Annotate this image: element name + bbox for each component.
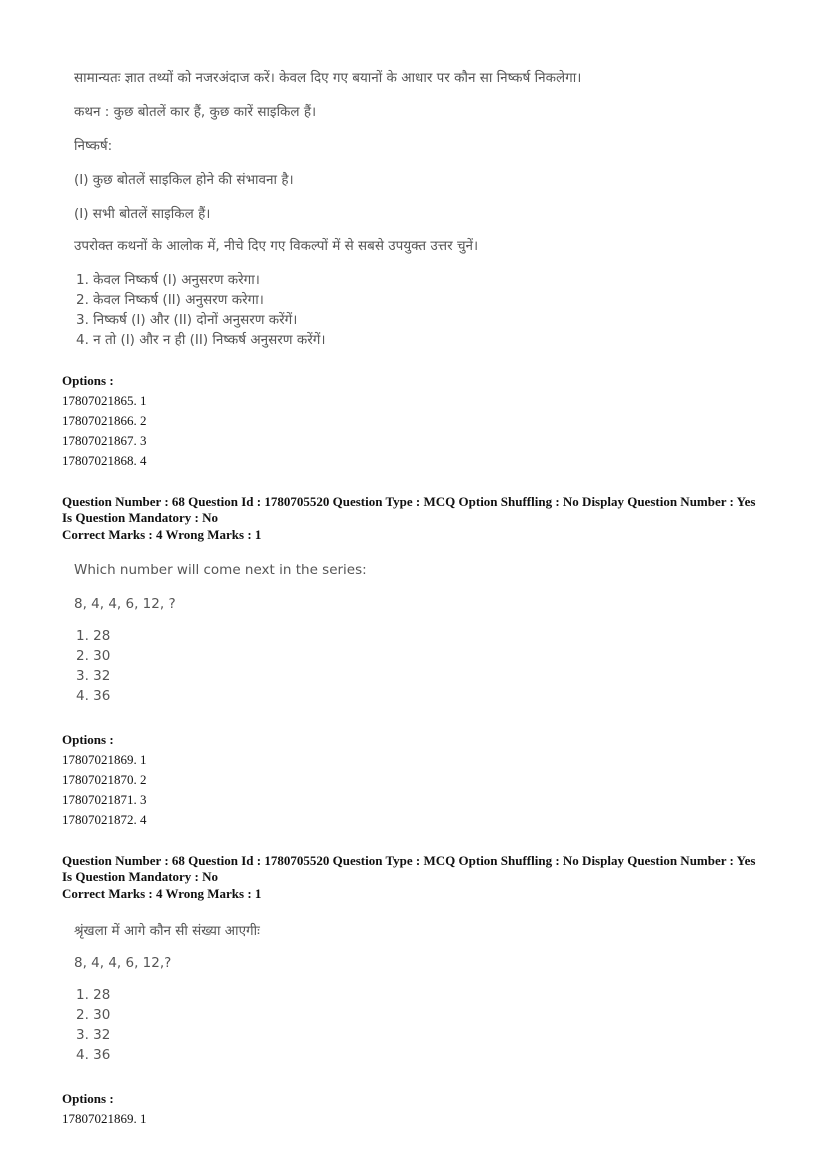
choice-2: 2. 30 bbox=[76, 648, 111, 664]
option-id-3: 17807021871. 3 bbox=[62, 792, 147, 807]
choice-2: 2. केवल निष्कर्ष (II) अनुसरण करेगा। bbox=[76, 292, 264, 308]
option-id-1: 17807021865. 1 bbox=[62, 393, 147, 408]
option-id-1: 17807021869. 1 bbox=[62, 752, 147, 767]
question-marks-line: Correct Marks : 4 Wrong Marks : 1 bbox=[62, 527, 262, 542]
option-id-4: 17807021872. 4 bbox=[62, 812, 147, 827]
conclusion-2: (I) सभी बोतलें साइकिल हैं। bbox=[74, 206, 211, 222]
choice-3: 3. 32 bbox=[76, 668, 111, 684]
conclusions-label: निष्कर्ष: bbox=[74, 138, 113, 154]
options-label: Options : bbox=[62, 1091, 114, 1106]
option-id-2: 17807021866. 2 bbox=[62, 413, 147, 428]
conclusion-1: (I) कुछ बोतलें साइकिल होने की संभावना है। bbox=[74, 172, 294, 188]
question-meta-line: Question Number : 68 Question Id : 1780705520 Question Type : MCQ Option Shuffling : No Display Question Number : Yes bbox=[62, 853, 756, 868]
question-mandatory-line: Is Question Mandatory : No bbox=[62, 869, 219, 884]
question-text: Which number will come next in the series: bbox=[74, 562, 367, 578]
option-id-3: 17807021867. 3 bbox=[62, 433, 147, 448]
choice-1: 1. 28 bbox=[76, 628, 111, 644]
choice-1: 1. केवल निष्कर्ष (I) अनुसरण करेगा। bbox=[76, 272, 260, 288]
choice-1: 1. 28 bbox=[76, 987, 111, 1003]
question-mandatory-line: Is Question Mandatory : No bbox=[62, 510, 219, 525]
prompt-text: उपरोक्त कथनों के आलोक में, नीचे दिए गए विकल्पों में से सबसे उपयुक्त उत्तर चुनें। bbox=[74, 238, 479, 254]
question-text: श्रृंखला में आगे कौन सी संख्या आएगीः bbox=[74, 923, 260, 939]
choice-2: 2. 30 bbox=[76, 1007, 111, 1023]
choice-4: 4. न तो (I) और न ही (II) निष्कर्ष अनुसरण करेंगें। bbox=[76, 332, 326, 348]
choice-3: 3. निष्कर्ष (I) और (II) दोनों अनुसरण करेंगें। bbox=[76, 312, 298, 328]
option-id-1: 17807021869. 1 bbox=[62, 1111, 147, 1126]
series-text: 8, 4, 4, 6, 12, ? bbox=[74, 596, 176, 612]
instruction-text: सामान्यतः ज्ञात तथ्यों को नजरअंदाज करें। केवल दिए गए बयानों के आधार पर कौन सा निष्कर्ष निकलेगा। bbox=[74, 70, 582, 86]
option-id-2: 17807021870. 2 bbox=[62, 772, 147, 787]
question-marks-line: Correct Marks : 4 Wrong Marks : 1 bbox=[62, 886, 262, 901]
choice-4: 4. 36 bbox=[76, 688, 111, 704]
options-label: Options : bbox=[62, 732, 114, 747]
option-id-4: 17807021868. 4 bbox=[62, 453, 147, 468]
options-label: Options : bbox=[62, 373, 114, 388]
question-meta-line: Question Number : 68 Question Id : 1780705520 Question Type : MCQ Option Shuffling : No Display Question Number : Yes bbox=[62, 494, 756, 509]
statement-text: कथन : कुछ बोतलें कार हैं, कुछ कारें साइकिल हैं। bbox=[74, 104, 317, 120]
choice-3: 3. 32 bbox=[76, 1027, 111, 1043]
series-text: 8, 4, 4, 6, 12,? bbox=[74, 955, 172, 971]
choice-4: 4. 36 bbox=[76, 1047, 111, 1063]
